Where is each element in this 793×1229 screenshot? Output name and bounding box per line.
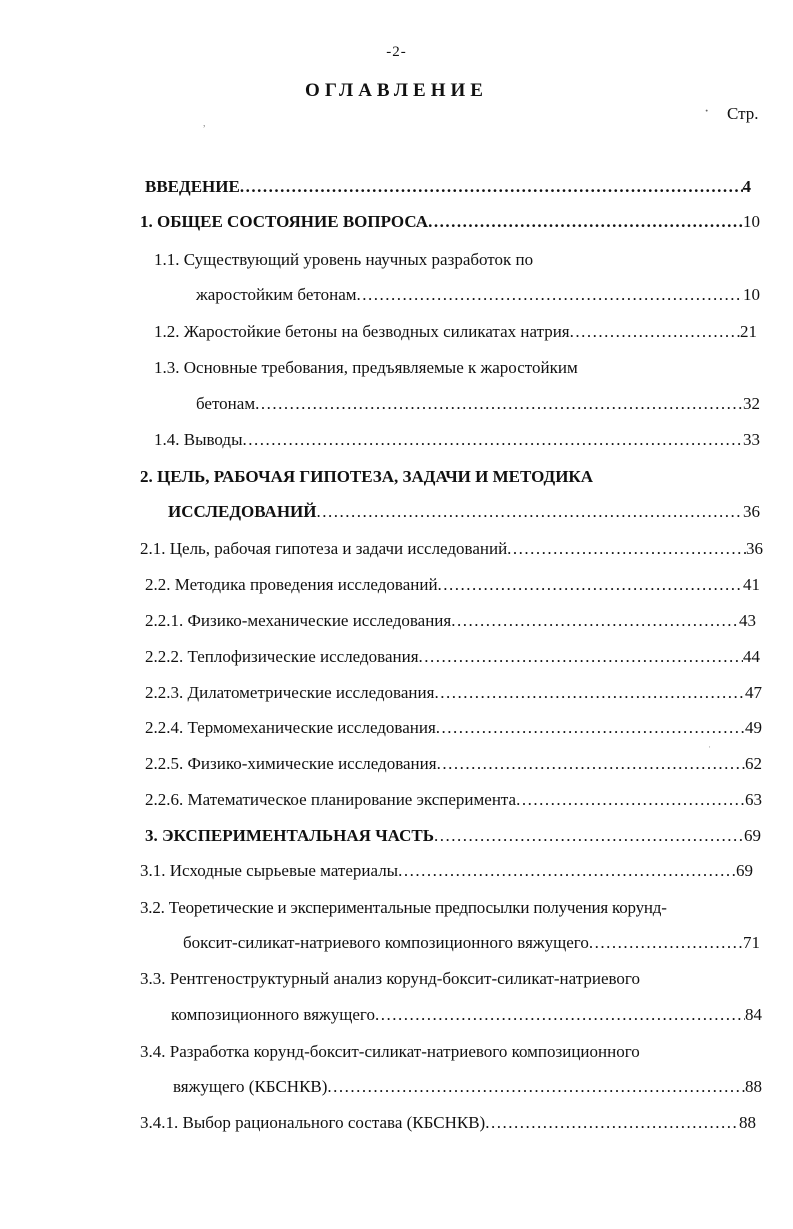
toc-entry-title: 3. ЭКСПЕРИМЕНТАЛЬНАЯ ЧАСТЬ bbox=[145, 826, 434, 845]
toc-leader-dots bbox=[434, 824, 744, 848]
toc-leader-dots bbox=[428, 210, 743, 234]
toc-entry-page: 33 bbox=[743, 430, 760, 449]
toc-leader-dots bbox=[451, 609, 739, 633]
toc-entry-title: 2.1. Цель, рабочая гипотеза и задачи исследований bbox=[140, 539, 508, 558]
toc-leader-dots bbox=[589, 931, 743, 955]
page-title: ОГЛАВЛЕНИЕ bbox=[305, 80, 488, 101]
toc-leader-dots bbox=[436, 716, 745, 740]
toc-entry-page: 49 bbox=[745, 718, 762, 737]
toc-entry[interactable] bbox=[154, 428, 760, 452]
toc-entry-page: 41 bbox=[743, 575, 760, 594]
toc-entry-title: 2.2.3. Дилатометрические исследования bbox=[145, 683, 435, 702]
toc-entry-page: 71 bbox=[743, 933, 760, 952]
toc-entry-title: ВВЕДЕНИЕ bbox=[145, 177, 240, 196]
toc-entry-page: 43 bbox=[739, 611, 756, 630]
toc-leader-dots bbox=[240, 175, 743, 199]
toc-entry-page: 47 bbox=[745, 683, 762, 702]
toc-entry-title: 2.2. Методика проведения исследований bbox=[145, 575, 438, 594]
toc-entry-title: композиционного вяжущего bbox=[171, 1005, 375, 1024]
toc-entry[interactable] bbox=[145, 824, 761, 848]
scan-speck: · bbox=[708, 742, 711, 752]
toc-entry-page: 63 bbox=[745, 790, 762, 809]
toc-entry-first-line: 1.1. Существующий уровень научных разработок по bbox=[154, 250, 534, 269]
page-number: -2- bbox=[386, 44, 407, 60]
toc-entry-first-line: 3.4. Разработка корунд-боксит-силикат-натриевого композиционного bbox=[140, 1042, 640, 1061]
toc-leader-dots bbox=[485, 1111, 739, 1135]
toc-entry[interactable] bbox=[196, 392, 760, 416]
toc-entry[interactable] bbox=[154, 320, 757, 344]
toc-entry[interactable] bbox=[145, 573, 760, 597]
toc-leader-dots bbox=[375, 1003, 745, 1027]
toc-entry-title: 2.2.5. Физико-химические исследования bbox=[145, 754, 437, 773]
toc-entry[interactable] bbox=[145, 609, 756, 633]
toc-entry[interactable] bbox=[145, 681, 762, 705]
toc-entry-title: 2.2.6. Математическое планирование эксперимента bbox=[145, 790, 517, 809]
toc-leader-dots bbox=[327, 1075, 745, 1099]
toc-entry-title: 3.4.1. Выбор рационального состава (КБСНКВ) bbox=[140, 1113, 486, 1132]
toc-entry-title: 2.2.4. Термомеханические исследования bbox=[145, 718, 436, 737]
toc-entry-page: 32 bbox=[743, 394, 760, 413]
toc-leader-dots bbox=[434, 681, 745, 705]
toc-entry-page: 10 bbox=[743, 285, 760, 304]
toc-entry-first-line: 3.3. Рентгеноструктурный анализ корунд-боксит-силикат-натриевого bbox=[140, 969, 640, 988]
toc-leader-dots bbox=[437, 752, 745, 776]
toc-entry-page: 62 bbox=[745, 754, 762, 773]
toc-leader-dots bbox=[357, 283, 743, 307]
toc-entry-page: 36 bbox=[746, 539, 763, 558]
toc-entry-title: 3.1. Исходные сырьевые материалы bbox=[140, 861, 399, 880]
toc-entry-page: 69 bbox=[736, 861, 753, 880]
toc-entry-first-line: 3.2. Теоретические и экспериментальные предпосылки получения корунд- bbox=[140, 898, 667, 917]
pages-column-label: Стр. bbox=[727, 104, 759, 123]
toc-entry-page: 4 bbox=[742, 177, 751, 196]
toc-leader-dots bbox=[570, 320, 740, 344]
toc-leader-dots bbox=[243, 428, 743, 452]
toc-entry[interactable] bbox=[140, 859, 753, 883]
scan-speck: , bbox=[203, 118, 206, 129]
toc-entry[interactable] bbox=[183, 931, 760, 955]
toc-entry[interactable] bbox=[196, 283, 760, 307]
scan-speck: · bbox=[704, 103, 710, 120]
toc-entry-page: 69 bbox=[744, 826, 761, 845]
toc-entry-title: 2.2.2. Теплофизические исследования bbox=[145, 647, 419, 666]
toc-entry[interactable] bbox=[140, 1111, 756, 1135]
toc-entry[interactable] bbox=[145, 716, 762, 740]
toc-entry-title: 1.2. Жаростойкие бетоны на безводных силикатах натрия bbox=[154, 322, 570, 341]
toc-entry-title: боксит-силикат-натриевого композиционного вяжущего bbox=[183, 933, 589, 952]
toc-entry[interactable] bbox=[145, 752, 762, 776]
toc-entry-first-line: 1.3. Основные требования, предъявляемые к жаростойким bbox=[154, 358, 578, 377]
toc-entry-title: 2.2.1. Физико-механические исследования bbox=[145, 611, 452, 630]
toc-entry-title: бетонам bbox=[196, 394, 256, 413]
toc-entry[interactable] bbox=[140, 537, 763, 561]
toc-entry-page: 84 bbox=[745, 1005, 762, 1024]
toc-entry-page: 44 bbox=[743, 647, 760, 666]
toc-entry-page: 88 bbox=[739, 1113, 756, 1132]
toc-entry-page: 36 bbox=[743, 502, 760, 521]
toc-leader-dots bbox=[507, 537, 746, 561]
toc-entry-title: 1. ОБЩЕЕ СОСТОЯНИЕ ВОПРОСА bbox=[140, 212, 429, 231]
toc-entry[interactable] bbox=[145, 788, 762, 812]
toc-entry-title: вяжущего (КБСНКВ) bbox=[173, 1077, 328, 1096]
toc-entry-title: 1.4. Выводы bbox=[154, 430, 243, 449]
toc-entry-page: 88 bbox=[745, 1077, 762, 1096]
toc-entry[interactable] bbox=[140, 210, 760, 234]
toc-leader-dots bbox=[516, 788, 745, 812]
toc-leader-dots bbox=[419, 645, 743, 669]
toc-entry[interactable] bbox=[145, 645, 760, 669]
toc-entry[interactable] bbox=[171, 1003, 762, 1027]
toc-entry-first-line: 2. ЦЕЛЬ, РАБОЧАЯ ГИПОТЕЗА, ЗАДАЧИ И МЕТОДИКА bbox=[140, 467, 594, 486]
toc-entry[interactable] bbox=[145, 175, 751, 199]
toc-entry-title: жаростойким бетонам bbox=[196, 285, 357, 304]
toc-entry[interactable] bbox=[173, 1075, 762, 1099]
toc-entry-page: 21 bbox=[740, 322, 757, 341]
toc-entry-page: 10 bbox=[743, 212, 760, 231]
toc-leader-dots bbox=[398, 859, 736, 883]
toc-leader-dots bbox=[317, 500, 744, 524]
toc-leader-dots bbox=[255, 392, 743, 416]
toc-entry[interactable] bbox=[168, 500, 760, 524]
toc-entry-title: ИССЛЕДОВАНИЙ bbox=[168, 502, 317, 521]
toc-leader-dots bbox=[438, 573, 743, 597]
